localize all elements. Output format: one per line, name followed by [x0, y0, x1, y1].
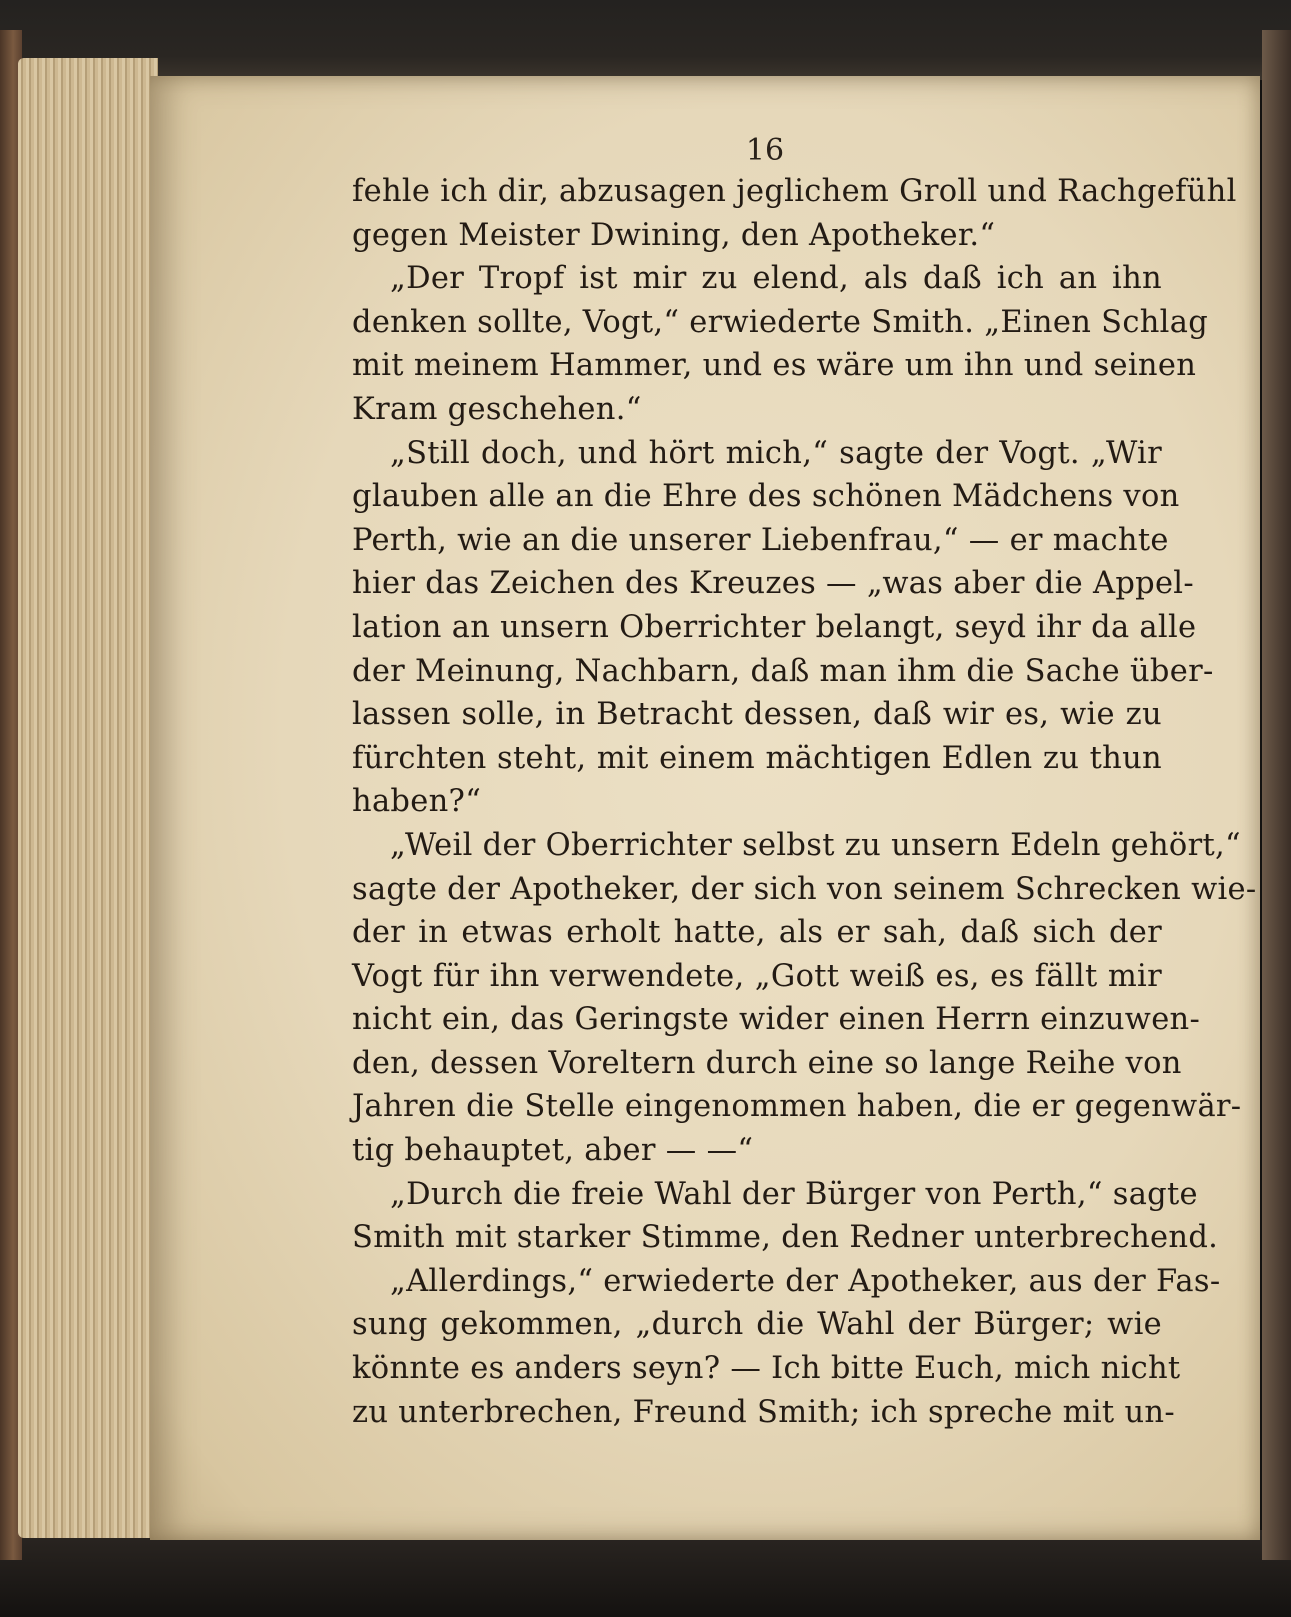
text-line: „Allerdings,“ erwiederte der Apotheker, aus der Fas- — [390, 1263, 1221, 1299]
text-line: glauben alle an die Ehre des schönen Mädchens von — [352, 479, 1180, 515]
text-line: fehle ich dir, abzusagen jeglichem Groll und Rachgefühl — [352, 174, 1237, 209]
text-line: fürchten steht, mit einem mächtigen Edlen zu thun — [352, 740, 1162, 776]
text-line: „Weil der Oberrichter selbst zu unsern Edeln gehört,“ — [390, 827, 1241, 863]
text-line: „Still doch, und hört mich,“ sagte der Vogt. „Wir — [390, 435, 1162, 471]
text-line: der in etwas erholt hatte, als er sah, daß sich der — [352, 915, 1162, 951]
text-line: denken sollte, Vogt,“ erwiederte Smith. „Einen Schlag — [352, 304, 1209, 340]
text-line: „Durch die freie Wahl der Bürger von Perth,“ sagte — [390, 1176, 1198, 1212]
text-line: tig behauptet, aber — —“ — [352, 1133, 754, 1169]
text-line: sagte der Apotheker, der sich von seinem Schrecken wie- — [352, 871, 1257, 907]
text-line: hier das Zeichen des Kreuzes — „was aber die Appel- — [352, 566, 1194, 602]
page-number: 16 — [745, 133, 785, 168]
text-line: lassen solle, in Betracht dessen, daß wir es, wie zu — [352, 697, 1162, 733]
text-line: mit meinem Hammer, und es wäre um ihn und seinen — [352, 348, 1197, 384]
text-line: sung gekommen, „durch die Wahl der Bürger; wie — [352, 1307, 1162, 1343]
text-line: zu unterbrechen, Freund Smith; ich spreche mit un- — [352, 1394, 1175, 1430]
page-text — [352, 170, 1257, 1434]
text-line: nicht ein, das Geringste wider einen Herrn einzuwen- — [352, 1002, 1201, 1038]
text-line: der Meinung, Nachbarn, daß man ihm die Sache über- — [352, 653, 1214, 689]
text-line: Smith mit starker Stimme, den Redner unterbrechend. — [352, 1220, 1219, 1256]
text-line: „Der Tropf ist mir zu elend, als daß ich an ihn — [390, 261, 1162, 297]
text-line: könnte es anders seyn? — Ich bitte Euch, mich nicht — [352, 1351, 1181, 1387]
text-line: Vogt für ihn verwendete, „Gott weiß es, es fällt mir — [352, 958, 1162, 994]
text-line: Jahren die Stelle eingenommen haben, die er gegenwär- — [352, 1089, 1242, 1125]
text-line: lation an unsern Oberrichter belangt, seyd ihr da alle — [352, 609, 1197, 645]
text-line: den, dessen Voreltern durch eine so lange Reihe von — [352, 1045, 1182, 1081]
text-line: haben?“ — [352, 784, 482, 820]
book-cover-right — [1262, 30, 1291, 1560]
scanner-background-top — [0, 0, 1291, 80]
text-line: gegen Meister Dwining, den Apotheker.“ — [352, 217, 996, 253]
text-line: Kram geschehen.“ — [352, 391, 642, 427]
text-line: Perth, wie an die unserer Liebenfrau,“ — er machte — [352, 522, 1169, 558]
scanner-background-bottom — [0, 1530, 1291, 1617]
page-edges — [18, 58, 158, 1538]
